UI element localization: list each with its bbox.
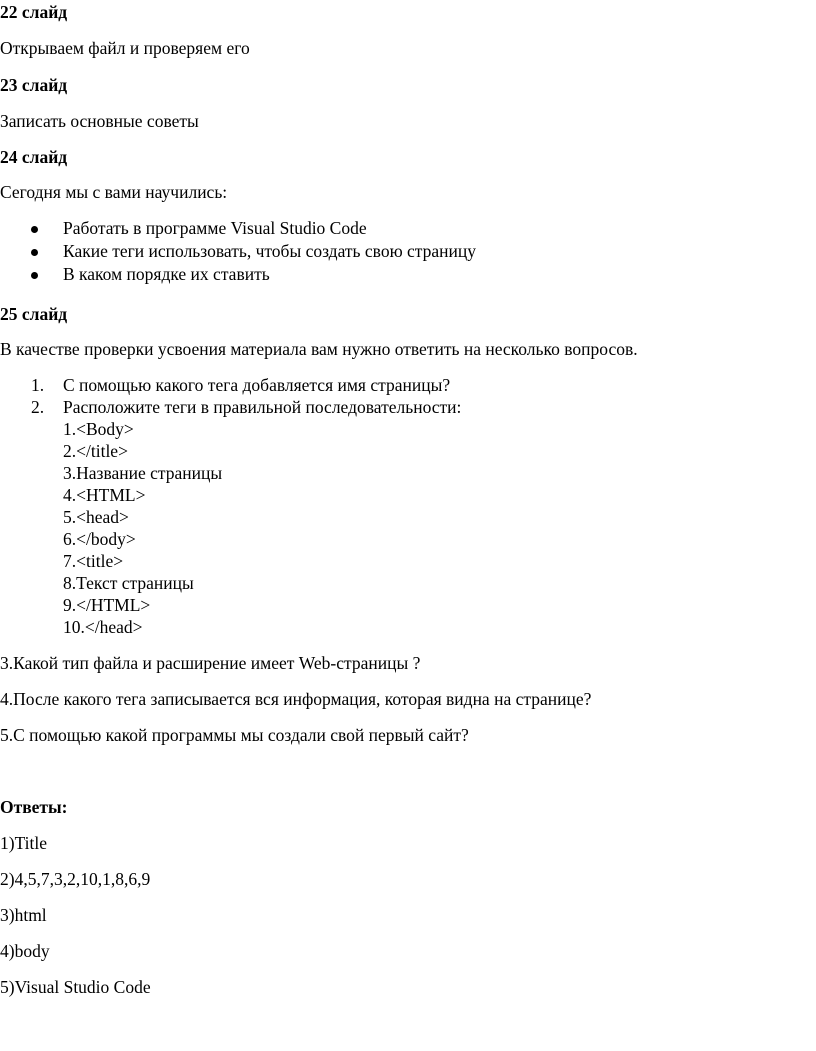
question-text: Расположите теги в правильной последовательности: (63, 397, 462, 417)
list-item: В каком порядке их ставить (63, 264, 270, 284)
tag-item: 2.</title> (63, 441, 128, 461)
bullet-icon (31, 226, 38, 233)
question-text: С помощью какого тега добавляется имя страницы? (63, 375, 451, 395)
bullet-icon (31, 249, 38, 256)
slide-22-text: Открываем файл и проверяем его (0, 38, 250, 58)
answer-item: 3)html (0, 905, 47, 925)
answer-item: 2)4,5,7,3,2,10,1,8,6,9 (0, 869, 151, 889)
bullet-icon (31, 272, 38, 279)
question-4: 4.После какого тега записывается вся информация, которая видна на странице? (0, 689, 592, 709)
tag-item: 4.<HTML> (63, 485, 146, 505)
slide-25-intro: В качестве проверки усвоения материала вам нужно ответить на несколько вопросов. (0, 339, 638, 359)
slide-24-heading: 24 слайд (0, 147, 68, 167)
slide-23-text: Записать основные советы (0, 111, 199, 131)
answer-item: 4)body (0, 941, 50, 961)
list-item: Работать в программе Visual Studio Code (63, 218, 367, 238)
tag-item: 10.</head> (63, 617, 143, 637)
slide-23-heading: 23 слайд (0, 75, 68, 95)
slide-22-heading: 22 слайд (0, 2, 68, 22)
question-5: 5.С помощью какой программы мы создали свой первый сайт? (0, 725, 469, 745)
question-3: 3.Какой тип файла и расширение имеет Web-страницы ? (0, 653, 421, 673)
answer-item: 5)Visual Studio Code (0, 977, 151, 997)
question-number: 1. (31, 375, 45, 395)
answer-item: 1)Title (0, 833, 48, 853)
tag-item: 9.</HTML> (63, 595, 151, 615)
tag-item: 7.<title> (63, 551, 124, 571)
slide-24-intro: Сегодня мы с вами научились: (0, 182, 228, 202)
slide-25-heading: 25 слайд (0, 304, 68, 324)
tag-item: 5.<head> (63, 507, 129, 527)
tag-item: 1.<Body> (63, 419, 134, 439)
answers-heading: Ответы: (0, 797, 68, 817)
list-item: Какие теги использовать, чтобы создать свою страницу (63, 241, 477, 261)
tag-item: 6.</body> (63, 529, 136, 549)
tag-item: 8.Текст страницы (63, 573, 194, 593)
tag-item: 3.Название страницы (63, 463, 223, 483)
question-number: 2. (31, 397, 45, 417)
